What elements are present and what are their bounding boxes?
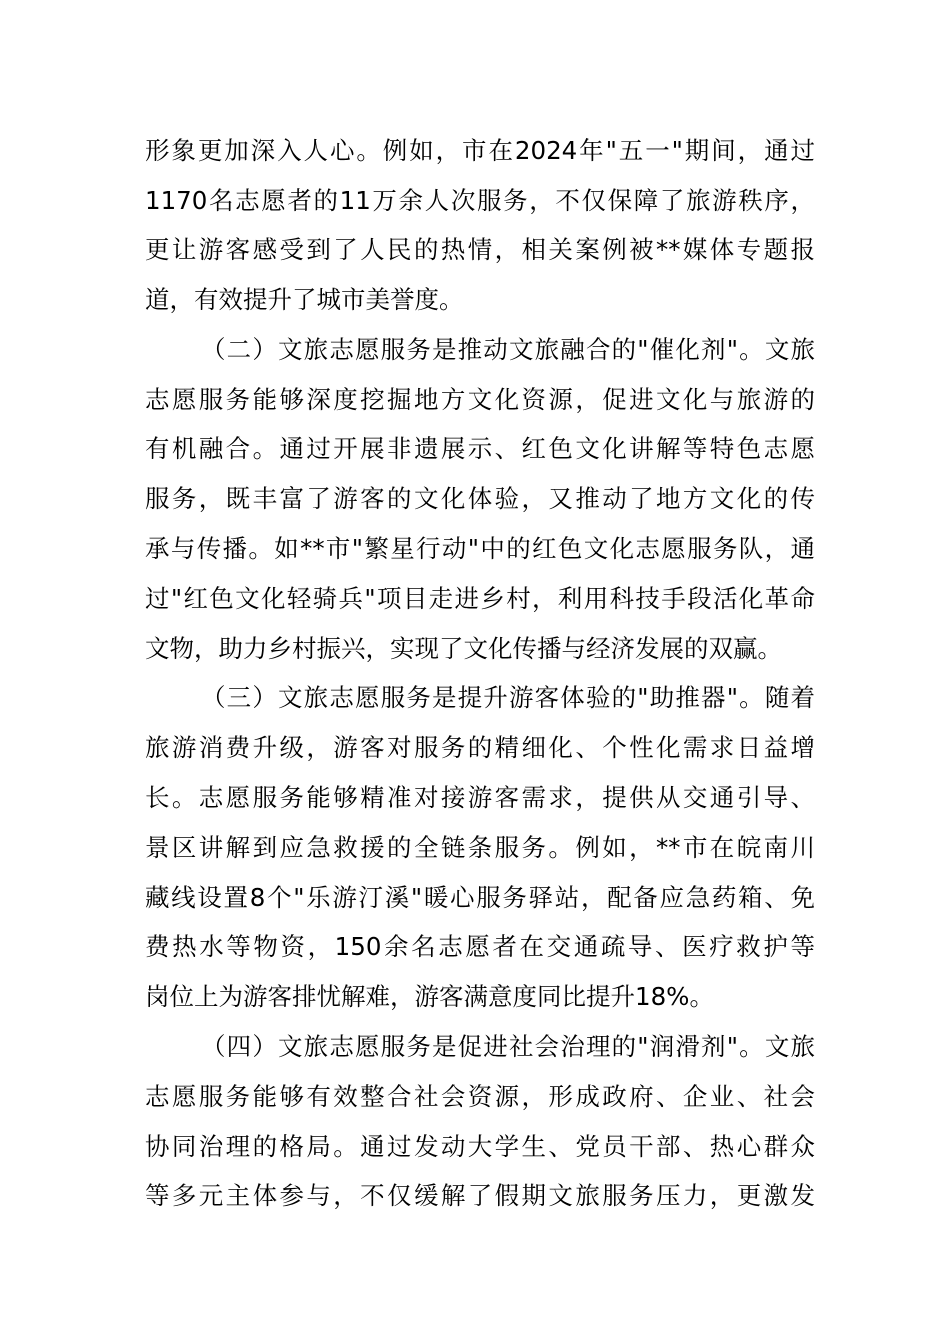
text-line: 志愿服务能够有效整合社会资源，形成政府、企业、社会 (145, 1082, 815, 1111)
text-line: 承与传播。如**市"繁星行动"中的红色文化志愿服务队，通 (145, 534, 815, 563)
text-line: 过"红色文化轻骑兵"项目走进乡村，利用科技手段活化革命 (145, 584, 815, 613)
text-line: 协同治理的格局。通过发动大学生、党员干部、热心群众 (145, 1132, 815, 1161)
text-line: 道，有效提升了城市美誉度。 (145, 285, 464, 314)
text-line: 服务，既丰富了游客的文化体验，又推动了地方文化的传 (145, 484, 815, 513)
text-line: 有机融合。通过开展非遗展示、红色文化讲解等特色志愿 (145, 434, 815, 463)
text-line: 文物，助力乡村振兴，实现了文化传播与经济发展的双赢。 (145, 634, 782, 663)
text-line: 旅游消费升级，游客对服务的精细化、个性化需求日益增 (145, 733, 815, 762)
text-line: 形象更加深入人心。例如，市在2024年"五一"期间，通过 (145, 136, 815, 165)
text-line: 景区讲解到应急救援的全链条服务。例如，**市在皖南川 (145, 833, 815, 862)
text-line: 藏线设置8个"乐游汀溪"暖心服务驿站，配备应急药箱、免 (145, 883, 815, 912)
section-heading-4: （四）文旅志愿服务是促进社会治理的"润滑剂"。文旅 (201, 1032, 815, 1061)
text-line: 费热水等物资，150余名志愿者在交通疏导、医疗救护等 (145, 932, 815, 961)
section-heading-3: （三）文旅志愿服务是提升游客体验的"助推器"。随着 (201, 683, 815, 712)
text-line: 长。志愿服务能够精准对接游客需求，提供从交通引导、 (145, 783, 815, 812)
text-line: 岗位上为游客排忧解难，游客满意度同比提升18%。 (145, 982, 714, 1011)
text-line: 更让游客感受到了人民的热情，相关案例被**媒体专题报 (145, 235, 815, 264)
text-line: 等多元主体参与，不仅缓解了假期文旅服务压力，更激发 (145, 1181, 815, 1210)
section-heading-2: （二）文旅志愿服务是推动文旅融合的"催化剂"。文旅 (201, 335, 815, 364)
text-line: 志愿服务能够深度挖掘地方文化资源，促进文化与旅游的 (145, 385, 815, 414)
text-line: 1170名志愿者的11万余人次服务，不仅保障了旅游秩序， (145, 186, 815, 215)
